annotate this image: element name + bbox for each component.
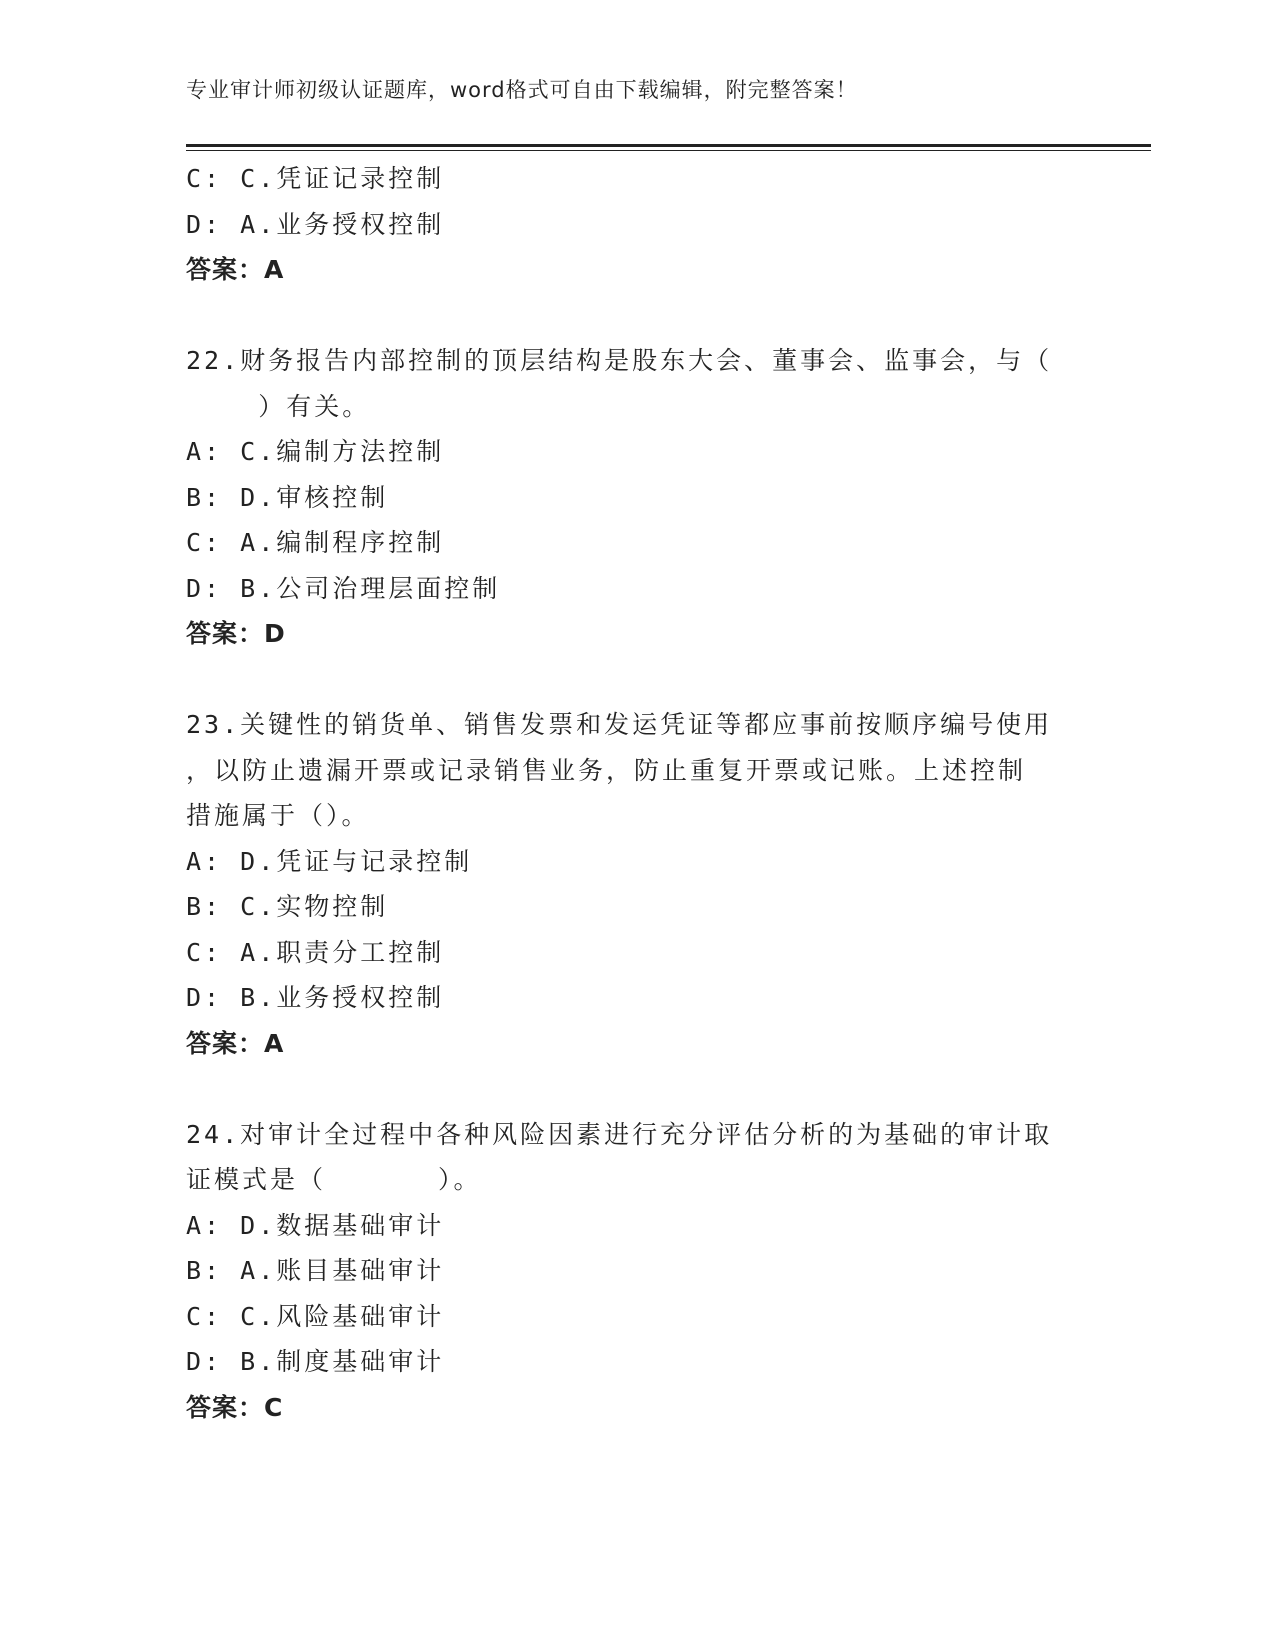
option-b: B: C.实物控制 <box>186 892 389 921</box>
option-b: B: A.账目基础审计 <box>186 1256 445 1285</box>
answer-line: 答案：D <box>186 619 286 648</box>
answer-line: 答案：A <box>186 1028 285 1058</box>
option-c: C: A.职责分工控制 <box>186 937 445 967</box>
question-stem-line: 措施属于（）。 <box>186 801 370 830</box>
option-c: C: C.凭证记录控制 <box>186 164 445 193</box>
question-stem-line: ）有关。 <box>186 391 371 421</box>
spacer <box>186 1066 1086 1112</box>
question-22 <box>186 338 1086 657</box>
spacer <box>186 657 1086 703</box>
option-d: D: B.制度基础审计 <box>186 1347 445 1376</box>
question-stem-line: 证模式是（ ）。 <box>186 1165 482 1194</box>
option-c: C: A.编制程序控制 <box>186 528 445 557</box>
question-stem-line: 23.关键性的销货单、销售发票和发运凭证等都应事前按顺序编号使用 <box>186 710 1053 739</box>
header-rule-thin <box>186 150 1151 151</box>
question-24 <box>186 1112 1086 1431</box>
option-d: D: B.业务授权控制 <box>186 983 445 1012</box>
page-header: 专业审计师初级认证题库，word格式可自由下载编辑，附完整答案！ <box>186 78 858 102</box>
option-d: D: A.业务授权控制 <box>186 209 445 239</box>
option-d: D: B.公司治理层面控制 <box>186 573 501 603</box>
answer-line: 答案：A <box>186 255 285 284</box>
option-a: A: C.编制方法控制 <box>186 437 445 466</box>
question-stem-line: 24.对审计全过程中各种风险因素进行充分评估分析的为基础的审计取 <box>186 1119 1053 1149</box>
option-a: A: D.数据基础审计 <box>186 1210 445 1240</box>
question-stem-line: ，以防止遗漏开票或记录销售业务，防止重复开票或记账。上述控制 <box>186 755 1027 785</box>
spacer <box>186 293 1086 339</box>
option-b: B: D.审核控制 <box>186 482 389 512</box>
question-23 <box>186 702 1086 1066</box>
header-rule-thick <box>186 144 1151 147</box>
question-content <box>186 156 1086 1430</box>
answer-line: 答案：C <box>186 1392 284 1422</box>
question-stem-line: 22.财务报告内部控制的顶层结构是股东大会、董事会、监事会，与（ <box>186 346 1053 375</box>
question-21-tail <box>186 156 1086 293</box>
option-c: C: C.风险基础审计 <box>186 1301 445 1331</box>
option-a: A: D.凭证与记录控制 <box>186 846 473 876</box>
